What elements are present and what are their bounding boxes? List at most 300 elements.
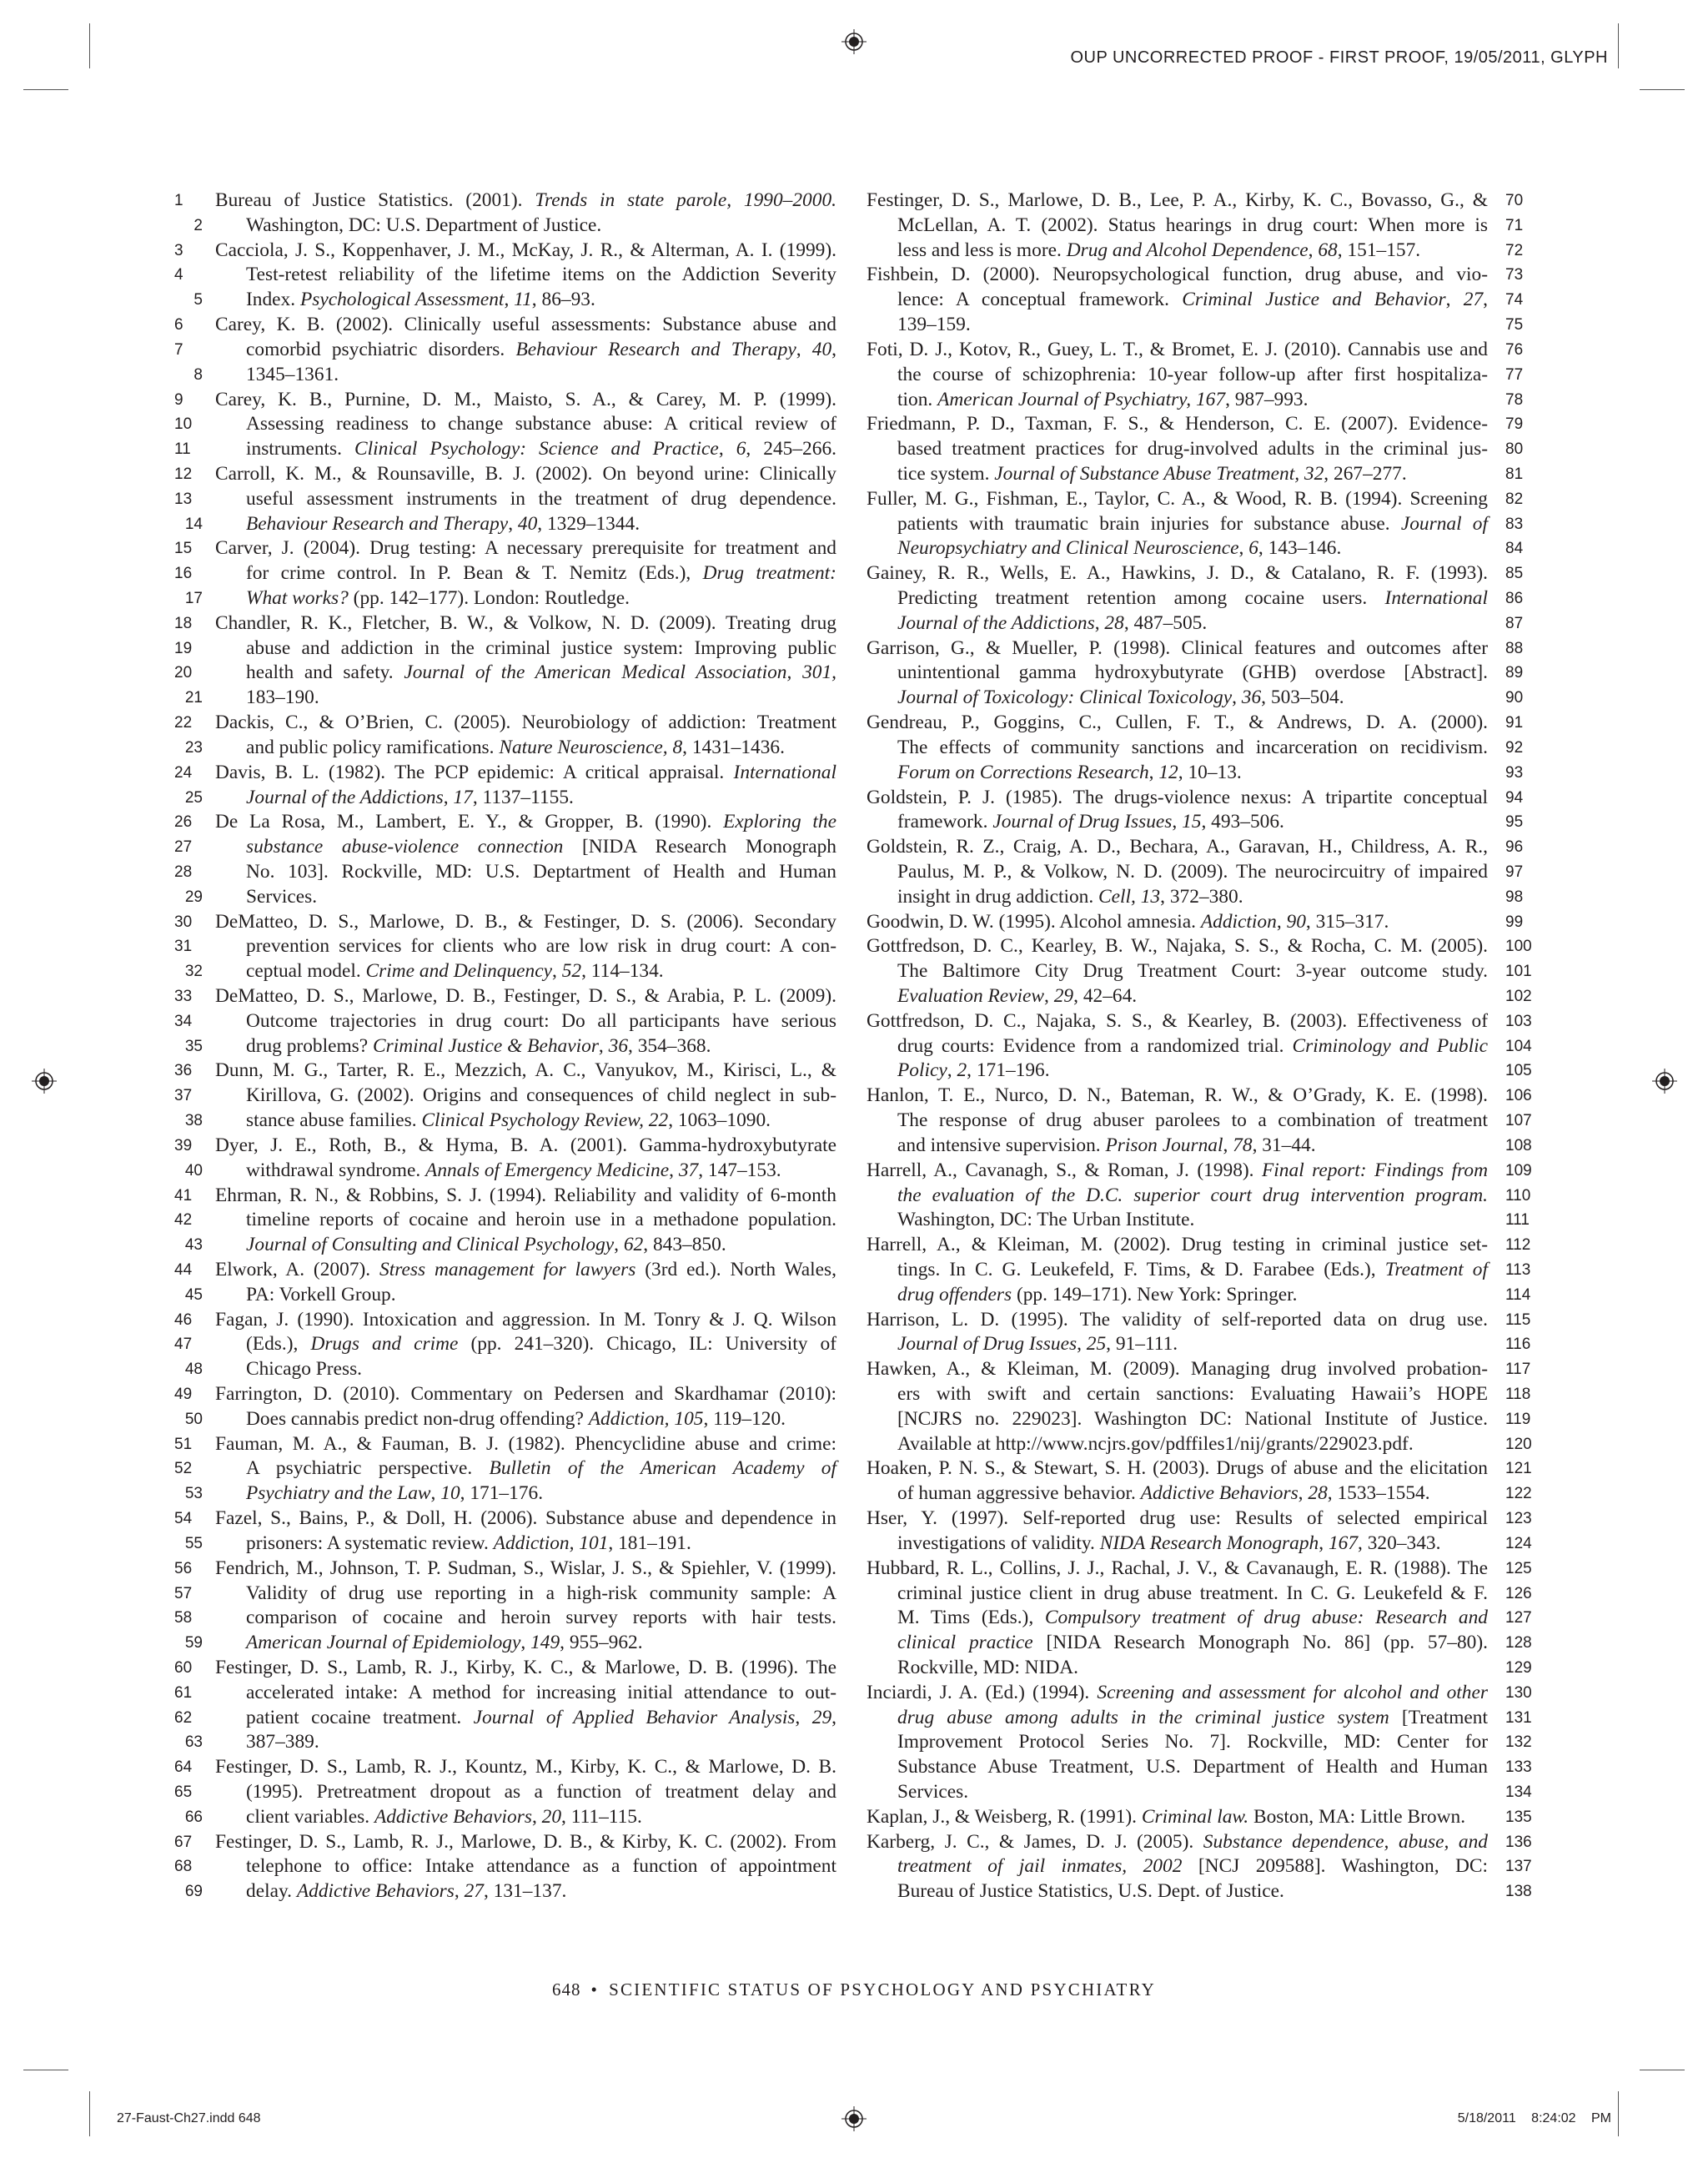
line-number: 31 [174, 938, 193, 956]
reference-line [867, 1407, 1531, 1432]
reference-text: Fauman, M. A., & Fauman, B. J. (1982). Phencyclidine abuse and crime: [215, 1432, 836, 1455]
line-number: 44 [174, 1260, 193, 1279]
line-number: 25 [184, 788, 203, 807]
reference-line [867, 1308, 1531, 1333]
reference-text: Friedmann, P. D., Taxman, F. S., & Henderson, C. E. (2007). Evidence- [867, 413, 1488, 435]
line-number: 67 [174, 1833, 193, 1851]
reference-text: Fishbein, D. (2000). Neuropsychological function, drug abuse, and vio- [867, 264, 1488, 286]
reference-line [867, 959, 1532, 984]
reference-text: DeMatteo, D. S., Marlowe, D. B., Festinger, D. S., & Arabia, P. L. (2009). [215, 985, 836, 1007]
reference-text: lence: A conceptual framework. Criminal Justice and Behavior, 27, [897, 289, 1488, 311]
line-number: 43 [184, 1236, 203, 1255]
line-number: 14 [184, 515, 203, 533]
reference-line [174, 189, 836, 214]
reference-text: Dackis, C., & O’Brien, C. (2005). Neurobiology of addiction: Treatment [215, 712, 836, 734]
reference-text: Ehrman, R. N., & Robbins, S. J. (1994). Reliability and validity of 6-month [215, 1184, 836, 1206]
reference-line [174, 1432, 836, 1457]
reference-line [867, 1706, 1532, 1731]
reference-text: 387–389. [246, 1731, 319, 1753]
line-number: 96 [1505, 838, 1524, 857]
line-number: 52 [174, 1460, 193, 1478]
line-number: 97 [1505, 863, 1524, 881]
line-number: 128 [1505, 1634, 1532, 1652]
reference-text: insight in drug addiction. Cell, 13, 372–380. [897, 885, 1243, 908]
reference-line [174, 561, 836, 586]
reference-text: American Journal of Epidemiology, 149, 955–962. [246, 1632, 643, 1654]
reference-text: timeline reports of cocaine and heroin use in a methadone population. [246, 1209, 836, 1231]
reference-line [867, 1382, 1531, 1407]
line-number: 46 [174, 1310, 193, 1329]
line-number: 20 [174, 664, 193, 682]
reference-line [867, 736, 1524, 761]
reference-text: Foti, D. J., Kotov, R., Guey, L. T., & Bromet, E. J. (2010). Cannabis use and [867, 338, 1488, 360]
reference-text: tice system. Journal of Substance Abuse Treatment, 32, 267–277. [897, 462, 1407, 485]
reference-line [174, 1656, 836, 1681]
reference-line [184, 959, 836, 984]
reference-line [184, 512, 836, 537]
line-number: 102 [1505, 988, 1532, 1005]
reference-line [174, 412, 836, 437]
reference-text: Gainey, R. R., Wells, E. A., Hawkins, J. D., & Catalano, R. F. (1993). [867, 562, 1488, 585]
reference-text: Washington, DC: U.S. Department of Justice. [246, 214, 602, 236]
line-number: 71 [1505, 216, 1524, 234]
reference-text: Elwork, A. (2007). Stress management for lawyers (3rd ed.). North Wales, [215, 1258, 836, 1280]
reference-line [174, 388, 836, 413]
line-number: 76 [1505, 340, 1524, 359]
reference-line [867, 611, 1524, 636]
reference-text: Policy, 2, 171–196. [897, 1059, 1050, 1082]
reference-column-left [174, 189, 837, 1904]
line-number: 132 [1505, 1733, 1532, 1752]
line-number: 10 [174, 415, 193, 434]
line-number: 65 [174, 1783, 193, 1801]
reference-line [867, 1456, 1532, 1481]
reference-text: delay. Addictive Behaviors, 27, 131–137. [246, 1880, 567, 1903]
line-number: 19 [174, 639, 193, 657]
reference-line [867, 189, 1524, 214]
line-number: 6 [174, 316, 183, 335]
reference-text: Carroll, K. M., & Rounsaville, B. J. (2002). On beyond urine: Clinically [215, 462, 836, 485]
reference-line [867, 1507, 1532, 1532]
registration-mark-top-icon [841, 29, 867, 54]
line-number: 45 [184, 1285, 203, 1304]
reference-line [867, 412, 1524, 437]
line-number: 16 [174, 565, 193, 583]
reference-text: De La Rosa, M., Lambert, E. Y., & Gropper, B. (1990). Exploring the [215, 811, 836, 833]
reference-text: Cacciola, J. S., Koppenhaver, J. M., McKay, J. R., & Alterman, A. I. (1999). [215, 239, 836, 261]
line-number: 36 [174, 1062, 193, 1080]
reference-line [867, 1481, 1532, 1507]
footer-bullet-icon: • [590, 1979, 600, 2000]
reference-text: Garrison, G., & Mueller, P. (1998). Clinical features and outcomes after [867, 636, 1488, 659]
reference-line [867, 1208, 1530, 1233]
reference-line [867, 363, 1524, 388]
reference-text: Journal of Drug Issues, 25, 91–111. [897, 1333, 1178, 1356]
reference-line [867, 288, 1524, 313]
reference-text: (1995). Pretreatment dropout as a function of treatment delay and [246, 1781, 836, 1803]
reference-line [174, 1606, 836, 1631]
reference-text: Chicago Press. [246, 1358, 363, 1381]
reference-line [174, 1507, 836, 1532]
line-number: 1 [174, 192, 183, 209]
reference-line [184, 786, 836, 811]
reference-text: Hawken, A., & Kleiman, M. (2009). Managing drug involved probation- [867, 1358, 1488, 1381]
reference-text: treatment of jail inmates, 2002 [NCJ 209588]. Washington, DC: [897, 1855, 1488, 1878]
reference-text: telephone to office: Intake attendance as a function of appointment [246, 1855, 836, 1878]
reference-line [867, 1656, 1532, 1681]
reference-line [174, 1084, 836, 1109]
reference-line [184, 1730, 836, 1755]
line-number: 37 [174, 1087, 193, 1105]
line-number: 28 [174, 863, 193, 881]
line-number: 66 [184, 1808, 203, 1826]
reference-text: Hoaken, P. N. S., & Stewart, S. H. (2003). Drugs of abuse and the elicitation [867, 1457, 1488, 1480]
reference-line [174, 462, 836, 487]
reference-line [174, 934, 836, 959]
reference-text: Services. [246, 885, 318, 908]
line-number: 48 [184, 1361, 203, 1379]
line-number: 133 [1505, 1758, 1532, 1777]
line-number: 39 [174, 1136, 193, 1154]
reference-text: drug courts: Evidence from a randomized trial. Criminology and Public [897, 1034, 1488, 1057]
reference-text: Journal of Toxicology: Clinical Toxicology, 36, 503–504. [897, 687, 1344, 709]
line-number: 60 [174, 1658, 193, 1677]
reference-text: Evaluation Review, 29, 42–64. [897, 985, 1138, 1007]
line-number: 18 [174, 614, 193, 632]
reference-text: for crime control. In P. Bean & T. Nemitz (Eds.), Drug treatment: [246, 562, 836, 585]
reference-text: Index. Psychological Assessment, 11, 86–93. [246, 289, 595, 311]
reference-text: Hanlon, T. E., Nurco, D. N., Bateman, R. W., & O’Grady, K. E. (1998). [867, 1084, 1488, 1107]
line-number: 58 [174, 1609, 193, 1627]
line-number: 57 [174, 1584, 193, 1602]
reference-line [184, 1159, 836, 1184]
line-number: 8 [193, 365, 203, 384]
line-number: 83 [1505, 515, 1524, 533]
reference-line [867, 1134, 1532, 1159]
reference-text: substance abuse-violence connection [NIDA Research Monograph [246, 836, 836, 858]
reference-text: Services. [897, 1781, 969, 1803]
reference-line [184, 1631, 836, 1656]
reference-line [867, 1357, 1531, 1382]
crop-mark-top-left [89, 23, 90, 68]
slug-date: 5/18/2011 [1457, 2111, 1516, 2125]
reference-line [174, 1332, 836, 1357]
line-number: 12 [174, 465, 193, 483]
line-number: 13 [174, 490, 193, 508]
reference-line [867, 810, 1524, 835]
reference-text: the evaluation of the D.C. superior court drug intervention program. [897, 1184, 1488, 1206]
reference-line [174, 487, 836, 512]
reference-column-right [867, 189, 1532, 1904]
reference-line [174, 1009, 836, 1034]
reference-line [867, 1184, 1531, 1209]
reference-line [184, 736, 836, 761]
line-number: 11 [174, 440, 191, 459]
line-number: 35 [184, 1037, 203, 1055]
line-number: 131 [1505, 1708, 1532, 1727]
line-number: 51 [174, 1435, 193, 1453]
line-number: 82 [1505, 490, 1524, 508]
reference-text: Dunn, M. G., Tarter, R. E., Mezzich, A. C., Vanyukov, M., Kirisci, L., & [215, 1059, 836, 1082]
reference-text: comorbid psychiatric disorders. Behaviour Research and Therapy, 40, [246, 338, 837, 360]
line-number: 47 [174, 1336, 193, 1354]
reference-text: Kaplan, J., & Weisberg, R. (1991). Criminal law. Boston, MA: Little Brown. [867, 1805, 1466, 1828]
line-number: 2 [193, 216, 203, 234]
reference-line [867, 1854, 1532, 1879]
reference-line [174, 536, 836, 561]
line-number: 88 [1505, 639, 1524, 657]
reference-text: Goldstein, R. Z., Craig, A. D., Bechara, A., Garavan, H., Childress, A. R., [867, 836, 1488, 858]
line-number: 109 [1505, 1161, 1532, 1180]
reference-line [867, 512, 1524, 537]
line-number: 84 [1505, 540, 1524, 558]
line-number: 17 [184, 590, 203, 607]
reference-text: health and safety. Journal of the American Medical Association, 301, [246, 661, 836, 684]
reference-line [867, 761, 1524, 786]
reference-line [867, 437, 1524, 462]
line-number: 125 [1505, 1559, 1532, 1577]
reference-line [867, 1084, 1532, 1109]
reference-text: Festinger, D. S., Marlowe, D. B., Lee, P. A., Kirby, K. C., Bovasso, G., & [867, 189, 1488, 211]
reference-text: Fagan, J. (1990). Intoxication and aggression. In M. Tonry & J. Q. Wilson [215, 1308, 836, 1331]
line-number: 129 [1505, 1658, 1532, 1677]
reference-text: Forum on Corrections Research, 12, 10–13. [897, 761, 1242, 783]
reference-line [184, 1481, 836, 1507]
reference-text: Rockville, MD: NIDA. [897, 1656, 1078, 1678]
line-number: 78 [1505, 390, 1524, 409]
line-number: 98 [1505, 888, 1524, 906]
reference-line [174, 1681, 836, 1706]
reference-text: Hser, Y. (1997). Self-reported drug use: Results of selected empirical [867, 1507, 1488, 1530]
reference-line [867, 1034, 1532, 1059]
line-number: 80 [1505, 440, 1524, 459]
line-number: 7 [174, 340, 183, 359]
reference-line [867, 1009, 1532, 1034]
line-number: 75 [1505, 316, 1524, 335]
reference-line [867, 487, 1524, 512]
reference-text: clinical practice [NIDA Research Monograph No. 86] (pp. 57–80). [897, 1632, 1488, 1654]
reference-line [184, 1407, 836, 1432]
line-number: 42 [174, 1211, 193, 1230]
reference-text: Assessing readiness to change substance abuse: A critical review of [246, 413, 836, 435]
reference-line [867, 661, 1524, 686]
reference-line [867, 1532, 1532, 1557]
reference-line [174, 1557, 836, 1582]
registration-mark-left-icon [32, 1069, 57, 1094]
reference-text: Carey, K. B. (2002). Clinically useful assessments: Substance abuse and [215, 314, 836, 336]
reference-text: Kirillova, G. (2002). Origins and consequences of child neglect in sub- [246, 1084, 836, 1107]
line-number: 127 [1505, 1609, 1532, 1627]
reference-line [174, 1755, 836, 1780]
line-number: 137 [1505, 1858, 1532, 1876]
reference-line [174, 1134, 836, 1159]
line-number: 4 [174, 266, 183, 284]
reference-text: PA: Vorkell Group. [246, 1283, 396, 1305]
reference-text: abuse and addiction in the criminal justice system: Improving public [246, 636, 836, 659]
reference-line [867, 1332, 1531, 1357]
line-number: 55 [184, 1534, 203, 1552]
reference-line [174, 1184, 836, 1209]
reference-line [174, 1854, 836, 1879]
reference-text: M. Tims (Eds.), Compulsory treatment of drug abuse: Research and [897, 1607, 1488, 1629]
reference-text: stance abuse families. Clinical Psychology Review, 22, 1063–1090. [246, 1109, 771, 1132]
line-number: 121 [1505, 1460, 1532, 1478]
reference-text: 1345–1361. [246, 363, 339, 385]
reference-line [867, 338, 1524, 363]
reference-line [867, 984, 1532, 1009]
line-number: 103 [1505, 1012, 1532, 1030]
reference-text: Festinger, D. S., Lamb, R. J., Kirby, K. C., & Marlowe, D. B. (1996). The [215, 1656, 836, 1678]
reference-line [867, 1283, 1531, 1308]
reference-line [867, 1755, 1532, 1780]
crop-mark-top-left-h [23, 89, 68, 90]
reference-text: Goodwin, D. W. (1995). Alcohol amnesia. Addiction, 90, 315–317. [867, 910, 1389, 933]
line-number: 54 [174, 1510, 193, 1528]
line-number: 81 [1505, 465, 1524, 483]
reference-text: Goldstein, P. J. (1985). The drugs-violence nexus: A tripartite conceptual [867, 786, 1488, 808]
reference-text: drug problems? Criminal Justice & Behavior, 36, 354–368. [246, 1034, 711, 1057]
line-number: 63 [184, 1733, 203, 1752]
line-number: 112 [1505, 1236, 1531, 1255]
line-number: 24 [174, 763, 193, 782]
line-number: 40 [184, 1161, 203, 1180]
reference-text: of human aggressive behavior. Addictive Behaviors, 28, 1533–1554. [897, 1482, 1430, 1505]
reference-text: patients with traumatic brain injuries for substance abuse. Journal of [897, 512, 1488, 535]
line-number: 135 [1505, 1808, 1532, 1826]
reference-line [867, 536, 1524, 561]
reference-line [867, 214, 1524, 239]
reference-text: What works? (pp. 142–177). London: Routledge. [246, 587, 630, 609]
reference-line [867, 1681, 1532, 1706]
reference-line [174, 1582, 836, 1607]
line-number: 99 [1505, 913, 1524, 931]
slug-file-name: 27-Faust-Ch27.indd 648 [117, 2111, 261, 2125]
line-number: 134 [1505, 1783, 1532, 1801]
crop-mark-top-right-h [1640, 89, 1685, 90]
line-number: 62 [174, 1708, 193, 1727]
reference-text: Paulus, M. P., & Volkow, N. D. (2009). The neurocircuitry of impaired [897, 860, 1488, 883]
reference-text: criminal justice client in drug abuse treatment. In C. G. Leukefeld & F. [897, 1582, 1488, 1604]
reference-text: Farrington, D. (2010). Commentary on Pedersen and Skardhamar (2010): [215, 1383, 836, 1405]
line-number: 73 [1505, 266, 1524, 284]
reference-text: The effects of community sanctions and incarceration on recidivism. [897, 736, 1488, 758]
reference-text: client variables. Addictive Behaviors, 20, 111–115. [246, 1805, 642, 1828]
line-number: 115 [1505, 1310, 1531, 1329]
reference-text: Harrison, L. D. (1995). The validity of self-reported data on drug use. [867, 1308, 1488, 1331]
reference-text: Test-retest reliability of the lifetime items on the Addiction Severity [246, 264, 836, 286]
reference-text: and intensive supervision. Prison Journal, 78, 31–44. [897, 1134, 1316, 1156]
reference-text: Predicting treatment retention among cocaine users. International [897, 587, 1488, 609]
line-number: 72 [1505, 241, 1524, 259]
reference-text: accelerated intake: A method for increasing initial attendance to out- [246, 1681, 836, 1703]
reference-line [867, 786, 1524, 811]
reference-text: prevention services for clients who are low risk in drug court: A con- [246, 935, 836, 958]
line-number: 117 [1505, 1361, 1531, 1379]
reference-text: Outcome trajectories in drug court: Do all participants have serious [246, 1009, 836, 1032]
reference-text: Behaviour Research and Therapy, 40, 1329–1344. [246, 512, 640, 535]
reference-text: Fazel, S., Bains, P., & Doll, H. (2006). Substance abuse and dependence in [215, 1507, 836, 1530]
reference-line [867, 1432, 1532, 1457]
line-number: 136 [1505, 1833, 1532, 1851]
line-number: 50 [184, 1410, 203, 1428]
reference-text: drug abuse among adults in the criminal justice system [Treatment [897, 1706, 1488, 1728]
reference-line [184, 1879, 836, 1904]
line-number: 124 [1505, 1534, 1532, 1552]
line-number: 70 [1505, 192, 1524, 209]
reference-text: prisoners: A systematic review. Addiction, 101, 181–191. [246, 1532, 691, 1554]
reference-line [867, 1109, 1532, 1134]
line-number: 91 [1505, 714, 1524, 732]
line-number: 5 [193, 291, 203, 309]
reference-line [867, 711, 1524, 736]
reference-line [867, 1606, 1532, 1631]
reference-line [174, 338, 837, 363]
reference-text: Dyer, J. E., Roth, B., & Hyma, B. A. (2001). Gamma-hydroxybutyrate [215, 1134, 836, 1156]
reference-line [867, 586, 1524, 611]
line-number: 130 [1505, 1683, 1532, 1702]
line-number: 32 [184, 963, 203, 981]
line-number: 110 [1505, 1186, 1531, 1205]
line-number: 15 [174, 540, 193, 558]
reference-text: Fuller, M. G., Fishman, E., Taylor, C. A., & Wood, R. B. (1994). Screening [867, 487, 1488, 510]
reference-line [867, 934, 1532, 959]
line-number: 111 [1505, 1211, 1530, 1230]
reference-text: ceptual model. Crime and Delinquency, 52, 114–134. [246, 960, 664, 983]
reference-text: Gottfredson, D. C., Najaka, S. S., & Kearley, B. (2003). Effectiveness of [867, 1009, 1488, 1032]
reference-text: Fendrich, M., Johnson, T. P. Sudman, S., Wislar, J. S., & Spiehler, V. (1999). [215, 1557, 836, 1579]
reference-text: Karberg, J. C., & James, D. J. (2005). Substance dependence, abuse, and [867, 1830, 1489, 1853]
page-number: 648 [552, 1979, 581, 2000]
reference-line [867, 313, 1524, 338]
reference-text: Chandler, R. K., Fletcher, B. W., & Volkow, N. D. (2009). Treating drug [215, 611, 836, 634]
reference-line [184, 885, 836, 910]
reference-text: Substance Abuse Treatment, U.S. Department of Health and Human [897, 1756, 1488, 1778]
reference-text: [NCJRS no. 229023]. Washington DC: National Institute of Justice. [897, 1407, 1488, 1430]
reference-text: Does cannabis predict non-drug offending? Addiction, 105, 119–120. [246, 1407, 786, 1430]
line-number: 94 [1505, 788, 1524, 807]
reference-text: ers with swift and certain sanctions: Evaluating Hawaii’s HOPE [897, 1383, 1488, 1405]
reference-line [867, 1780, 1532, 1805]
reference-text: Validity of drug use reporting in a high-risk community sample: A [246, 1582, 836, 1604]
line-number: 85 [1505, 565, 1524, 583]
running-title: SCIENTIFIC STATUS OF PSYCHOLOGY AND PSYCHIATRY [609, 1979, 1156, 2000]
line-number: 101 [1505, 963, 1532, 981]
reference-text: Improvement Protocol Series No. 7]. Rockville, MD: Center for [897, 1731, 1488, 1753]
reference-line [867, 1582, 1532, 1607]
reference-line [867, 1159, 1532, 1184]
line-number: 104 [1505, 1037, 1532, 1055]
slug-time: 8:24:02 PM [1531, 2111, 1611, 2125]
reference-text: (Eds.), Drugs and crime (pp. 241–320). Chicago, IL: University of [246, 1333, 836, 1356]
line-number: 21 [184, 689, 203, 707]
line-number: 93 [1505, 763, 1524, 782]
line-number: 74 [1505, 291, 1524, 309]
reference-line [867, 686, 1524, 711]
line-number: 113 [1505, 1260, 1531, 1279]
reference-line [174, 761, 836, 786]
line-number: 77 [1505, 365, 1524, 384]
reference-text: Gottfredson, D. C., Kearley, B. W., Najaka, S. S., & Rocha, C. M. (2005). [867, 935, 1488, 958]
reference-line [174, 1382, 836, 1407]
reference-text: framework. Journal of Drug Issues, 15, 493–506. [897, 811, 1284, 833]
reference-text: withdrawal syndrome. Annals of Emergency Medicine, 37, 147–153. [246, 1159, 781, 1181]
reference-text: The Baltimore City Drug Treatment Court: 3-year outcome study. [897, 960, 1488, 983]
line-number: 30 [174, 913, 193, 931]
reference-text: DeMatteo, D. S., Marlowe, D. B., & Festinger, D. S. (2006). Secondary [215, 910, 836, 933]
reference-text: Journal of the Addictions, 17, 1137–1155. [246, 786, 574, 808]
reference-line [867, 388, 1524, 413]
reference-text: Harrell, A., Cavanagh, S., & Roman, J. (1998). Final report: Findings from [867, 1159, 1488, 1181]
